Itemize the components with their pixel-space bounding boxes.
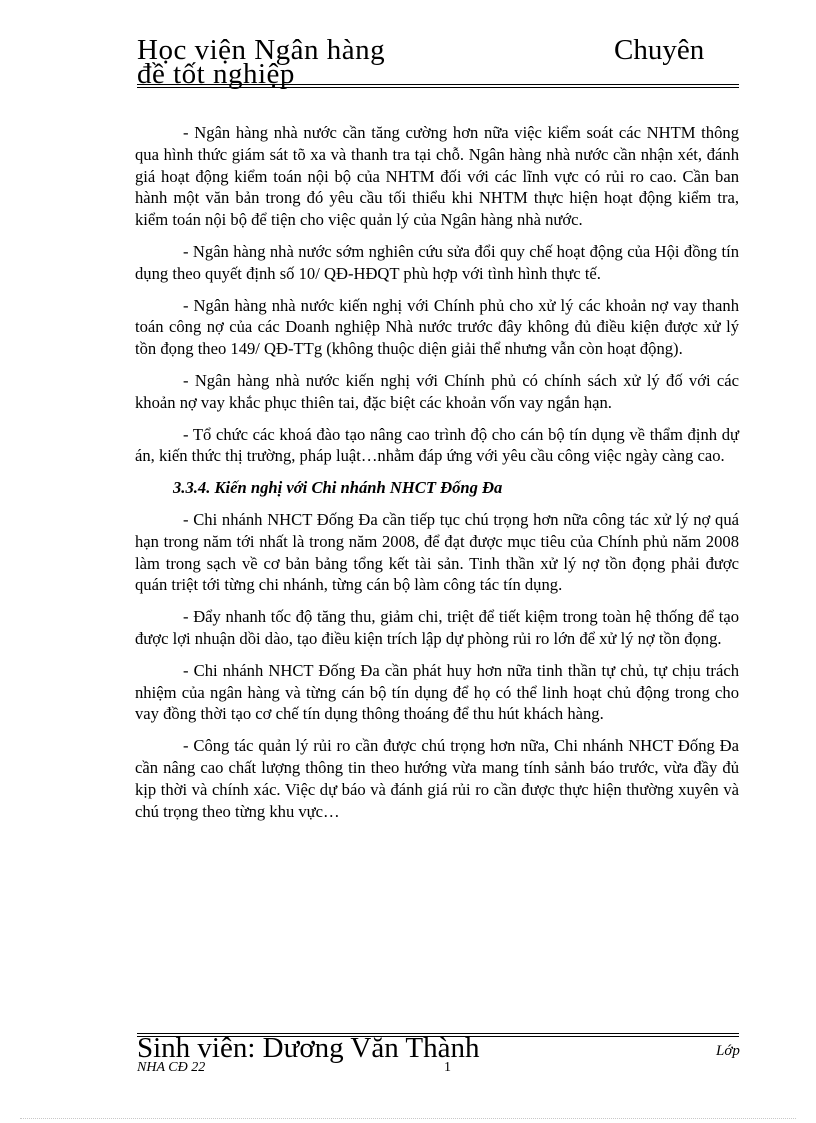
header-right: Chuyên [614, 34, 705, 66]
paragraph: - Tổ chức các khoá đào tạo nâng cao trình độ cho cán bộ tín dụng về thẩm định dự án, kiến thức thị trường, pháp luật…nhằm đáp ứng với yêu cầu công việc ngày càng cao. [135, 424, 739, 466]
section-heading: 3.3.4. Kiến nghị với Chi nhánh NHCT Đống Đa [173, 478, 503, 498]
page-header [137, 34, 737, 90]
footer-class-label: Lớp [716, 1043, 740, 1059]
header-institution: Học viện Ngân hàng [137, 34, 386, 66]
paragraph: - Ngân hàng nhà nước sớm nghiên cứu sửa đổi quy chế hoạt động của Hội đồng tín dụng theo quyết định số 10/ QĐ-HĐQT phù hợp với tình hình thực tế. [135, 241, 739, 283]
header-rule-top [137, 84, 739, 85]
footer-student-name: Sinh viên: Dương Văn Thành [137, 1032, 480, 1064]
page-number: 1 [444, 1060, 451, 1075]
paragraph: - Ngân hàng nhà nước kiến nghị với Chính phủ cho xử lý các khoản nợ vay thanh toán công nợ của các Doanh nghiệp Nhà nước trước đây không đủ điều kiện được xử lý tồn đọng theo 149/ QĐ-TTg (không thuộc diện giải thể nhưng vẫn còn hoạt động). [135, 295, 739, 359]
paragraph: - Chi nhánh NHCT Đống Đa cần phát huy hơn nữa tinh thần tự chủ, tự chịu trách nhiệm của ngân hàng và từng cán bộ tín dụng để họ có thể linh hoạt chủ động trong cho vay đồng thời tạo cơ chế tín dụng thông thoáng để thu hút khách hàng. [135, 660, 739, 724]
document-body [135, 122, 739, 832]
header-document-type: đề tốt nghiệp [137, 58, 295, 90]
page-bottom-border [20, 1118, 796, 1119]
paragraph: - Ngân hàng nhà nước cần tăng cường hơn nữa việc kiểm soát các NHTM thông qua hình thức giám sát tõ xa và thanh tra tại chỗ. Ngân hàng nhà nước cần nhận xét, đánh giá hoạt động kiểm toán nội bộ của NHTM đối với các lĩnh vực có rủi ro cao. Cần ban hành một văn bản trong đó yêu cầu tối thiểu khi NHTM thực hiện hoạt động kiểm tra, kiểm toán nội bộ để tiện cho việc quản lý của Ngân hàng nhà nước. [135, 123, 739, 230]
paragraph: - Công tác quản lý rủi ro cần được chú trọng hơn nữa, Chi nhánh NHCT Đống Đa cần nâng cao chất lượng thông tin theo hướng vừa mang tính sảnh báo trước, vừa đầy đủ kịp thời và chính xác. Việc dự báo và đánh giá rủi ro cần được thực hiện thường xuyên và chú trọng theo từng khu vực… [135, 736, 739, 821]
paragraph: - Đẩy nhanh tốc độ tăng thu, giảm chi, triệt để tiết kiệm trong toàn hệ thống để tạo được lợi nhuận dồi dào, tạo điều kiện trích lập dự phòng rủi ro lớn để xử lý nợ tồn đọng. [135, 607, 739, 648]
footer-class-value: NHA CĐ 22 [137, 1060, 206, 1075]
paragraph: - Ngân hàng nhà nước kiến nghị với Chính phủ có chính sách xử lý đố với các khoản nợ vay khắc phục thiên tai, đặc biệt các khoản vốn vay ngắn hạn. [135, 370, 739, 412]
paragraph: - Chi nhánh NHCT Đống Đa cần tiếp tục chú trọng hơn nữa công tác xử lý nợ quá hạn trong năm tới nhất là trong năm 2008, để đạt được mục tiêu của Chính phủ năm 2008 làm trong sạch về cơ bản bảng tổng kết tài sản. Tinh thần xử lý nợ tồn đọng phải được quán triệt tới từng chi nhánh, từng cán bộ làm công tác tín dụng. [135, 509, 739, 595]
header-rule-bottom [137, 87, 739, 88]
header-left [137, 34, 386, 90]
